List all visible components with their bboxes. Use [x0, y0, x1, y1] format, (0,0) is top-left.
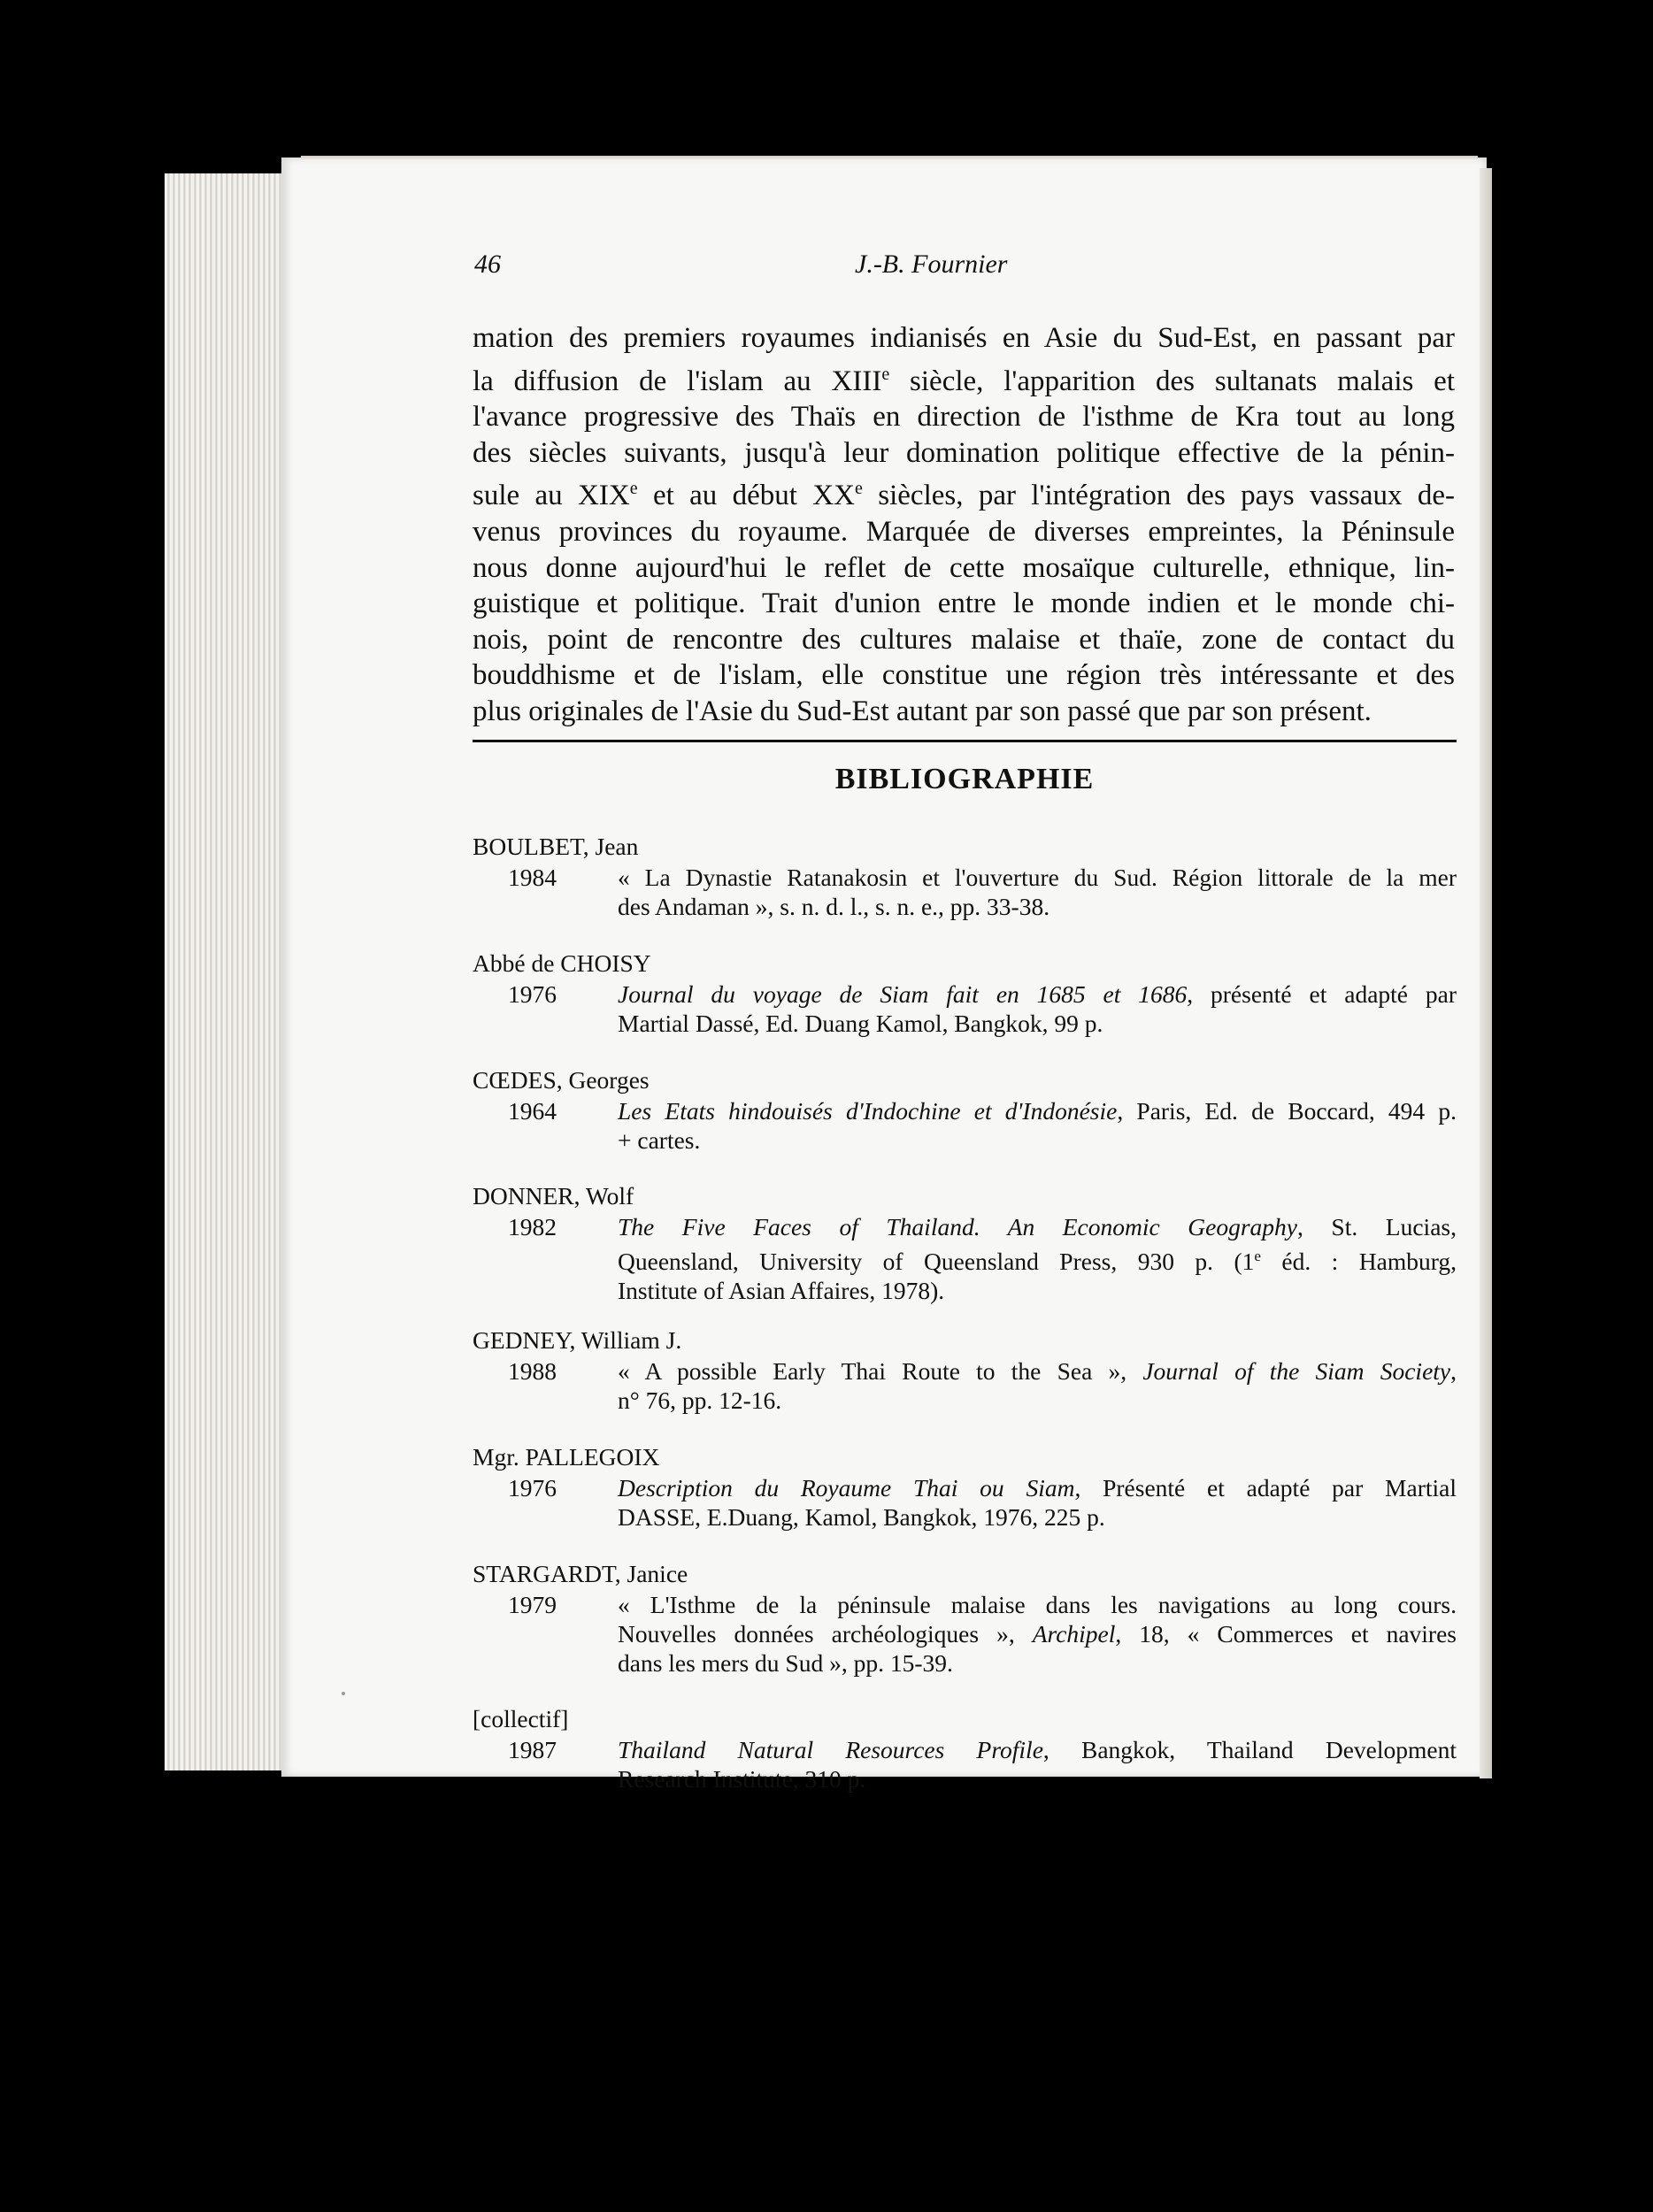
bib-reference — [473, 1473, 1457, 1532]
body-paragraph — [473, 320, 1455, 730]
bibliography-title: BIBLIOGRAPHIE — [834, 763, 1095, 795]
superscript: e — [629, 479, 638, 499]
page-right-edge — [1480, 168, 1492, 1778]
bib-ref-line: Research Institute, 310 p. — [618, 1765, 866, 1793]
body-line-part: siècle, l'apparition des sultanats malais et — [889, 365, 1455, 397]
bib-ref-line — [618, 1212, 1457, 1241]
bib-reference — [473, 1590, 1457, 1678]
bib-ref-text — [618, 979, 1457, 1038]
bib-author: BOULBET, Jean — [473, 833, 639, 860]
bib-ref-line: des Andaman », s. n. d. l., s. n. e., pp. 33-38. — [618, 893, 1050, 920]
bib-ref-text — [618, 863, 1457, 921]
bib-title-italic: The Five Faces of Thailand. An Economic Geography — [618, 1213, 1297, 1240]
bib-ref-part: Nouvelles données archéologiques », — [618, 1620, 1033, 1647]
body-line: bouddhisme et de l'islam, elle constitue une région très intéressante et des — [473, 659, 1455, 692]
bib-year: 1976 — [508, 1474, 557, 1502]
bib-ref-line — [618, 979, 1457, 1009]
body-line-part: siècles, par l'intégration des pays vassaux de- — [862, 480, 1455, 512]
bib-ref-part: , présenté et adapté par — [1187, 980, 1457, 1008]
bib-author: [collectif] — [473, 1705, 569, 1732]
bib-reference — [473, 1212, 1457, 1305]
bib-ref-part: , 18, « Commerces et navires — [1115, 1620, 1457, 1647]
bib-entry — [473, 1704, 1457, 1793]
body-line — [473, 357, 1455, 400]
page-number: 46 — [474, 250, 501, 279]
bib-ref-line — [618, 1473, 1457, 1502]
bib-ref-line: dans les mers du Sud », pp. 15-39. — [618, 1649, 953, 1677]
bib-title-italic: Journal du voyage de Siam fait en 1685 et 1686 — [618, 980, 1188, 1008]
body-line: nois, point de rencontre des cultures malaise et thaïe, zone de contact du — [473, 623, 1455, 656]
body-line: l'avance progressive des Thaïs en direction de l'isthme de Kra tout au long — [473, 401, 1455, 434]
bib-year: 1976 — [508, 980, 557, 1008]
bib-ref-part: , Présenté et adapté par Martial — [1074, 1474, 1457, 1502]
bib-ref-line: « L'Isthme de la péninsule malaise dans les navigations au long cours. — [618, 1591, 1457, 1618]
bib-ref-line — [618, 1356, 1457, 1386]
bib-ref-part: , — [1450, 1357, 1457, 1385]
bib-ref-part: « A possible Early Thai Route to the Sea », — [618, 1357, 1143, 1385]
bib-entry — [473, 1325, 1457, 1415]
bib-year: 1982 — [508, 1213, 557, 1240]
bib-title-italic: Archipel — [1032, 1620, 1116, 1647]
bib-title-italic: Journal of the Siam Society — [1142, 1357, 1451, 1385]
page-header — [474, 250, 1457, 285]
bib-entry — [473, 1181, 1457, 1305]
bib-reference — [473, 979, 1457, 1038]
bib-ref-line — [618, 1096, 1457, 1125]
bib-ref-line: + cartes. — [618, 1126, 701, 1154]
bib-title-italic: Thailand Natural Resources Profile — [618, 1736, 1043, 1763]
page-top-edge — [301, 156, 1478, 161]
superscript: e — [1254, 1248, 1261, 1264]
bib-year: 1979 — [508, 1591, 557, 1618]
body-line-part: et au début XX — [637, 480, 856, 512]
body-line: venus provinces du royaume. Marquée de diverses empreintes, la Péninsule — [473, 515, 1455, 548]
bib-ref-line: « La Dynastie Ratanakosin et l'ouverture du Sud. Région littorale de la mer — [618, 864, 1457, 891]
bib-year: 1987 — [508, 1736, 557, 1763]
bib-ref-part: , St. Lucias, — [1297, 1213, 1457, 1240]
body-line: nous donne aujourd'hui le reflet de cette mosaïque culturelle, ethnique, lin- — [473, 551, 1455, 584]
bib-entry — [473, 1442, 1457, 1532]
bib-author: Mgr. PALLEGOIX — [473, 1443, 660, 1471]
bib-ref-line: Institute of Asian Affaires, 1978). — [618, 1277, 945, 1305]
bib-ref-line — [618, 1735, 1457, 1764]
bib-ref-part: Queensland, University of Queensland Press, 930 p. (1 — [618, 1248, 1255, 1276]
bib-ref-line: DASSE, E.Duang, Kamol, Bangkok, 1976, 225 p. — [618, 1503, 1105, 1531]
bib-ref-text — [618, 1590, 1457, 1678]
superscript: e — [855, 479, 863, 499]
bib-ref-part: éd. : Hamburg, — [1260, 1248, 1457, 1276]
bib-year: 1964 — [508, 1097, 557, 1125]
superscript: e — [881, 364, 890, 384]
bib-title-italic: Description du Royaume Thai ou Siam — [618, 1474, 1075, 1502]
bib-author: STARGARDT, Janice — [473, 1560, 688, 1587]
bib-reference — [473, 1735, 1457, 1793]
bib-entry — [473, 1559, 1457, 1678]
bib-ref-text — [618, 1212, 1457, 1305]
bib-ref-text — [618, 1356, 1457, 1415]
bib-ref-line — [618, 1241, 1457, 1276]
body-line: mation des premiers royaumes indianisés en Asie du Sud-Est, en passant par — [473, 322, 1455, 354]
bib-ref-text — [618, 1735, 1457, 1793]
section-rule — [473, 740, 1457, 742]
body-line: des siècles suivants, jusqu'à leur domination politique effective de la pénin- — [473, 436, 1455, 469]
bib-ref-part: , Paris, Ed. de Boccard, 494 p. — [1117, 1097, 1457, 1125]
bib-ref-line: n° 76, pp. 12-16. — [618, 1386, 782, 1414]
bib-author: DONNER, Wolf — [473, 1182, 634, 1210]
body-line: guistique et politique. Trait d'union entre le monde indien et le monde chi- — [473, 588, 1455, 620]
body-line: plus originales de l'Asie du Sud-Est autant par son passé que par son présent. — [473, 695, 1372, 727]
body-line-part: la diffusion de l'islam au XIII — [473, 365, 882, 397]
bib-ref-line: Martial Dassé, Ed. Duang Kamol, Bangkok, 99 p. — [618, 1010, 1103, 1037]
bib-author: CŒDES, Georges — [473, 1066, 650, 1094]
bib-reference — [473, 1096, 1457, 1155]
bib-reference — [473, 1356, 1457, 1415]
bib-year: 1984 — [508, 864, 557, 891]
bib-entry — [473, 1065, 1457, 1155]
bib-entry — [473, 832, 1457, 921]
body-line — [473, 471, 1455, 514]
bib-author: GEDNEY, William J. — [473, 1326, 682, 1354]
bib-ref-line — [618, 1619, 1457, 1648]
bib-ref-part: , Bangkok, Thailand Development — [1042, 1736, 1457, 1763]
bib-author: Abbé de CHOISY — [473, 949, 651, 977]
bib-title-italic: Les Etats hindouisés d'Indochine et d'Indonésie — [618, 1097, 1118, 1125]
paper-speck — [342, 1692, 345, 1695]
bib-entry — [473, 949, 1457, 1038]
bib-reference — [473, 863, 1457, 921]
bib-ref-text — [618, 1096, 1457, 1155]
body-line-part: sule au XIX — [473, 480, 630, 512]
running-head: J.-B. Fournier — [855, 250, 1008, 279]
bib-year: 1988 — [508, 1357, 557, 1385]
bib-ref-text — [618, 1473, 1457, 1532]
